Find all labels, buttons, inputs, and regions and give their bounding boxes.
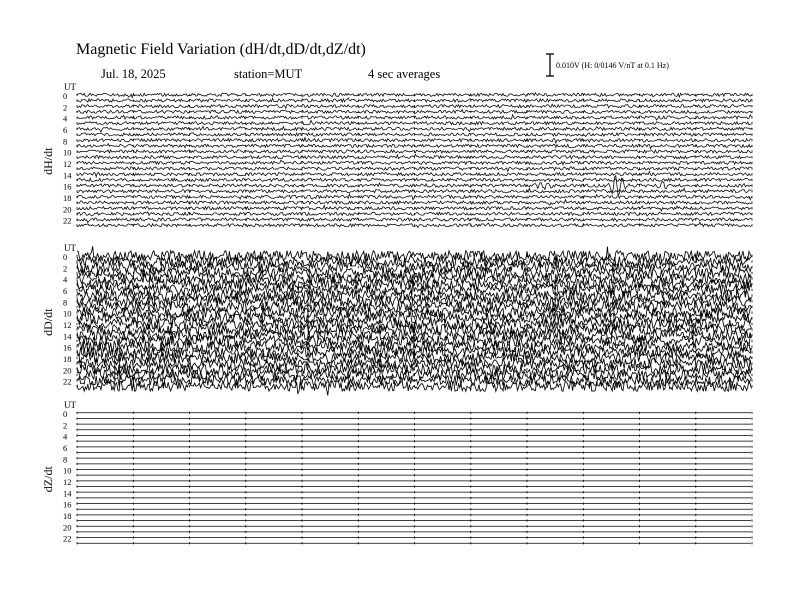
hour-label: 10: [63, 308, 72, 319]
hour-label: 0: [63, 252, 68, 262]
trace-line: [77, 160, 751, 165]
averaging-label: 4 sec averages: [368, 67, 441, 81]
trace-line: [77, 171, 751, 176]
hour-label: 8: [63, 454, 68, 465]
hour-label: 10: [63, 465, 72, 476]
trace-ticks: [77, 300, 752, 302]
hour-label: 8: [63, 297, 68, 308]
panel-dzdt: [41, 400, 752, 544]
hour-label: 14: [63, 331, 72, 342]
hour-label: 10: [63, 147, 72, 158]
date-label: Jul. 18, 2025: [101, 67, 166, 81]
ut-axis-label: UT: [64, 243, 76, 253]
hour-label: 22: [63, 533, 72, 544]
hour-label: 16: [63, 342, 72, 353]
hour-label: 14: [63, 170, 72, 181]
hour-label: 12: [63, 159, 72, 169]
chart-title: Magnetic Field Variation (dH/dt,dD/dt,dZ/dt): [76, 41, 366, 58]
scale-bar-label: 0.010V (H: 0/0146 V/nT at 0.1 Hz): [556, 61, 669, 70]
hour-label: 4: [63, 431, 68, 442]
ut-axis-label: UT: [64, 400, 76, 410]
hour-label: 2: [63, 102, 68, 113]
hour-label: 16: [63, 499, 72, 510]
hour-label: 12: [63, 320, 72, 330]
hour-label: 20: [63, 522, 72, 533]
scale-bar: [546, 54, 669, 76]
hour-label: 16: [63, 181, 72, 192]
y-axis-label: dZ/dt: [41, 466, 55, 493]
hour-label: 2: [63, 263, 68, 274]
hour-label: 20: [63, 365, 72, 376]
hour-label: 6: [63, 443, 68, 453]
hour-label: 12: [63, 477, 72, 487]
hour-label: 0: [63, 409, 68, 419]
hour-label: 2: [63, 420, 68, 431]
trace-ticks: [77, 306, 752, 308]
ut-axis-label: UT: [64, 82, 76, 92]
hour-label: 14: [63, 488, 72, 499]
magnetogram-panels: [41, 82, 752, 544]
hour-label: 4: [63, 274, 68, 285]
panel-dddt: [41, 243, 752, 395]
hour-label: 18: [63, 354, 72, 365]
hour-label: 22: [63, 376, 72, 387]
hour-label: 18: [63, 511, 72, 522]
hour-label: 0: [63, 91, 68, 101]
y-axis-label: dH/dt: [41, 147, 55, 175]
y-axis-label: dD/dt: [41, 308, 55, 336]
hour-label: 20: [63, 204, 72, 215]
hour-label: 22: [63, 215, 72, 226]
trace-line: [77, 194, 751, 200]
hour-label: 6: [63, 286, 68, 296]
station-label: station=MUT: [234, 67, 303, 81]
hour-label: 18: [63, 193, 72, 204]
hour-label: 8: [63, 136, 68, 147]
panel-dhdt: [41, 82, 752, 228]
hour-label: 6: [63, 125, 68, 135]
hour-label: 4: [63, 113, 68, 124]
